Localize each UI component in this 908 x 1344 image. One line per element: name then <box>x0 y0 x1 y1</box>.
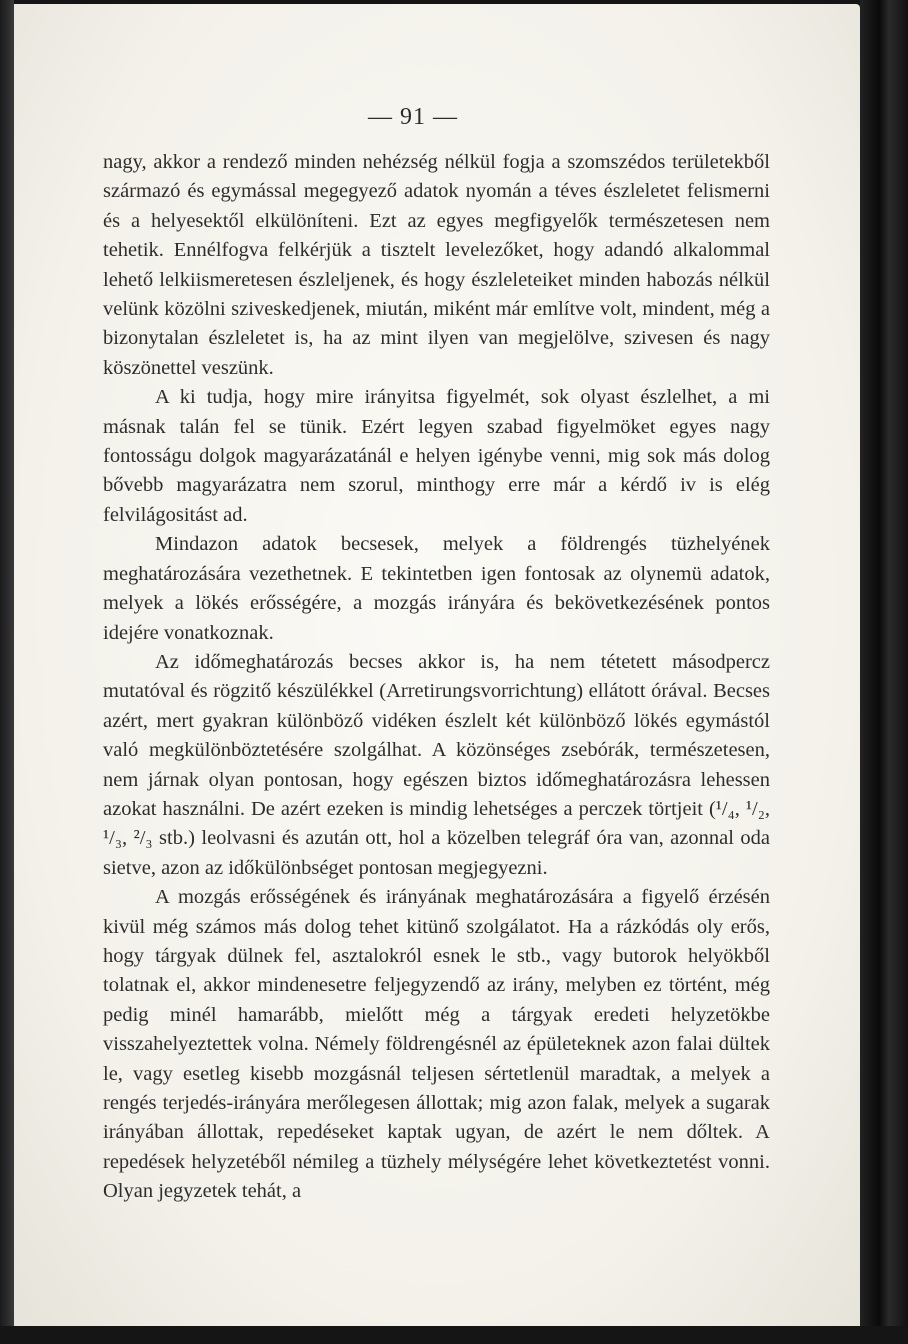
page-number: — 91 — <box>368 104 458 130</box>
body-text <box>103 148 770 1207</box>
paragraph-strength-direction: A mozgás erősségének és irányának meghatározására a figyelő érzésén kivül még számos más dolog tehet kitünő szolgálatot. Ha a rázkódás oly erős, hogy tárgyak dülnek fel, asztalokról esnek le stb., vagy butorok helyökből tolatnak el, akkor mindenesetre feljegyzendő az irány, melyben ez történt, még pedig minél hamarább, mielőtt még a tárgyak eredeti helyzetökbe visszahelyeztettek volna. Némely földrengésnél az épületeknek azon falai dültek le, vagy esetleg kisebb mozgásnál teljesen sértetlenül maradtak, a melyek a rengés terjedés-irányára merőlegesen állottak; mig azon falak, melyek a sugarak irányában állottak, repedéseket kaptak ugyan, de azért le nem dőltek. A repedések helyzetéből némileg a tüzhely mélységére lehet következtetést vonni. Olyan jegyzetek tehát, a <box>103 886 770 1203</box>
paragraph-observer-attention: A ki tudja, hogy mire irányitsa figyelmét, sok olyast észlelhet, a mi másnak talán fel se tünik. Ezért legyen szabad figyelmöket egyes nagy fontosságu dolgok magyarázatánál e helyen igénybe venni, mig sok más dolog bővebb magyarázatra nem szorul, minthogy erre már a kérdő iv is elég felvilágositást ad. <box>103 386 770 526</box>
book-spine-shadow <box>860 0 908 1344</box>
paragraph-time-determination: Az időmeghatározás becses akkor is, ha nem tétetett másodpercz mutatóval és rögzitő készülékkel (Arretirungsvorrichtung) ellátott órával. Becses azért, mert gyakran különböző vidéken észlelt két különböző lökés egymástól való megkülönböztetésére szolgálhat. A közönséges zsebórák, természetesen, nem járnak olyan pontosan, hogy egészen biztos időmeghatározásra lehessen azokat használni. De azért ezeken is mindig lehetséges a perczek törtjeit (¹/₄, ¹/₂, ¹/₃, ²/₃ stb.) leolvasni és azután ott, hol a közelben telegráf óra van, azonnal oda sietve, azon az időkülönbséget pontosan megjegyezni. <box>103 650 770 879</box>
paragraph-continuation: nagy, akkor a rendező minden nehézség nélkül fogja a szomszédos területekből származó és egymással megegyező adatok nyomán a téves észleletet felismerni és a helyesektől elkülöníteni. Ezt az egyes megfigyelők természetesen nem tehetik. Ennélfogva felkérjük a tisztelt levelezőket, hogy adandó alkalommal lehető lelkiismeretesen észleljenek, és hogy észleleteiket minden habozás nélkül velünk közölni sziveskedjenek, miután, miként már említve volt, mindent, még a bizonytalan észleletet is, ha az mint ilyen van megjelölve, szivesen és nagy köszönettel veszünk. <box>103 151 770 379</box>
page-left-edge-shadow <box>0 0 14 1344</box>
paragraph-valuable-data: Mindazon adatok becsesek, melyek a földrengés tüzhelyének meghatározására vezethetnek. E tekintetben igen fontosak az olynemü adatok, melyek a lökés erősségére, a mozgás irányára és bekövetkezésének pontos idejére vonatkoznak. <box>103 533 770 644</box>
page-bottom-edge-shadow <box>0 1326 908 1344</box>
